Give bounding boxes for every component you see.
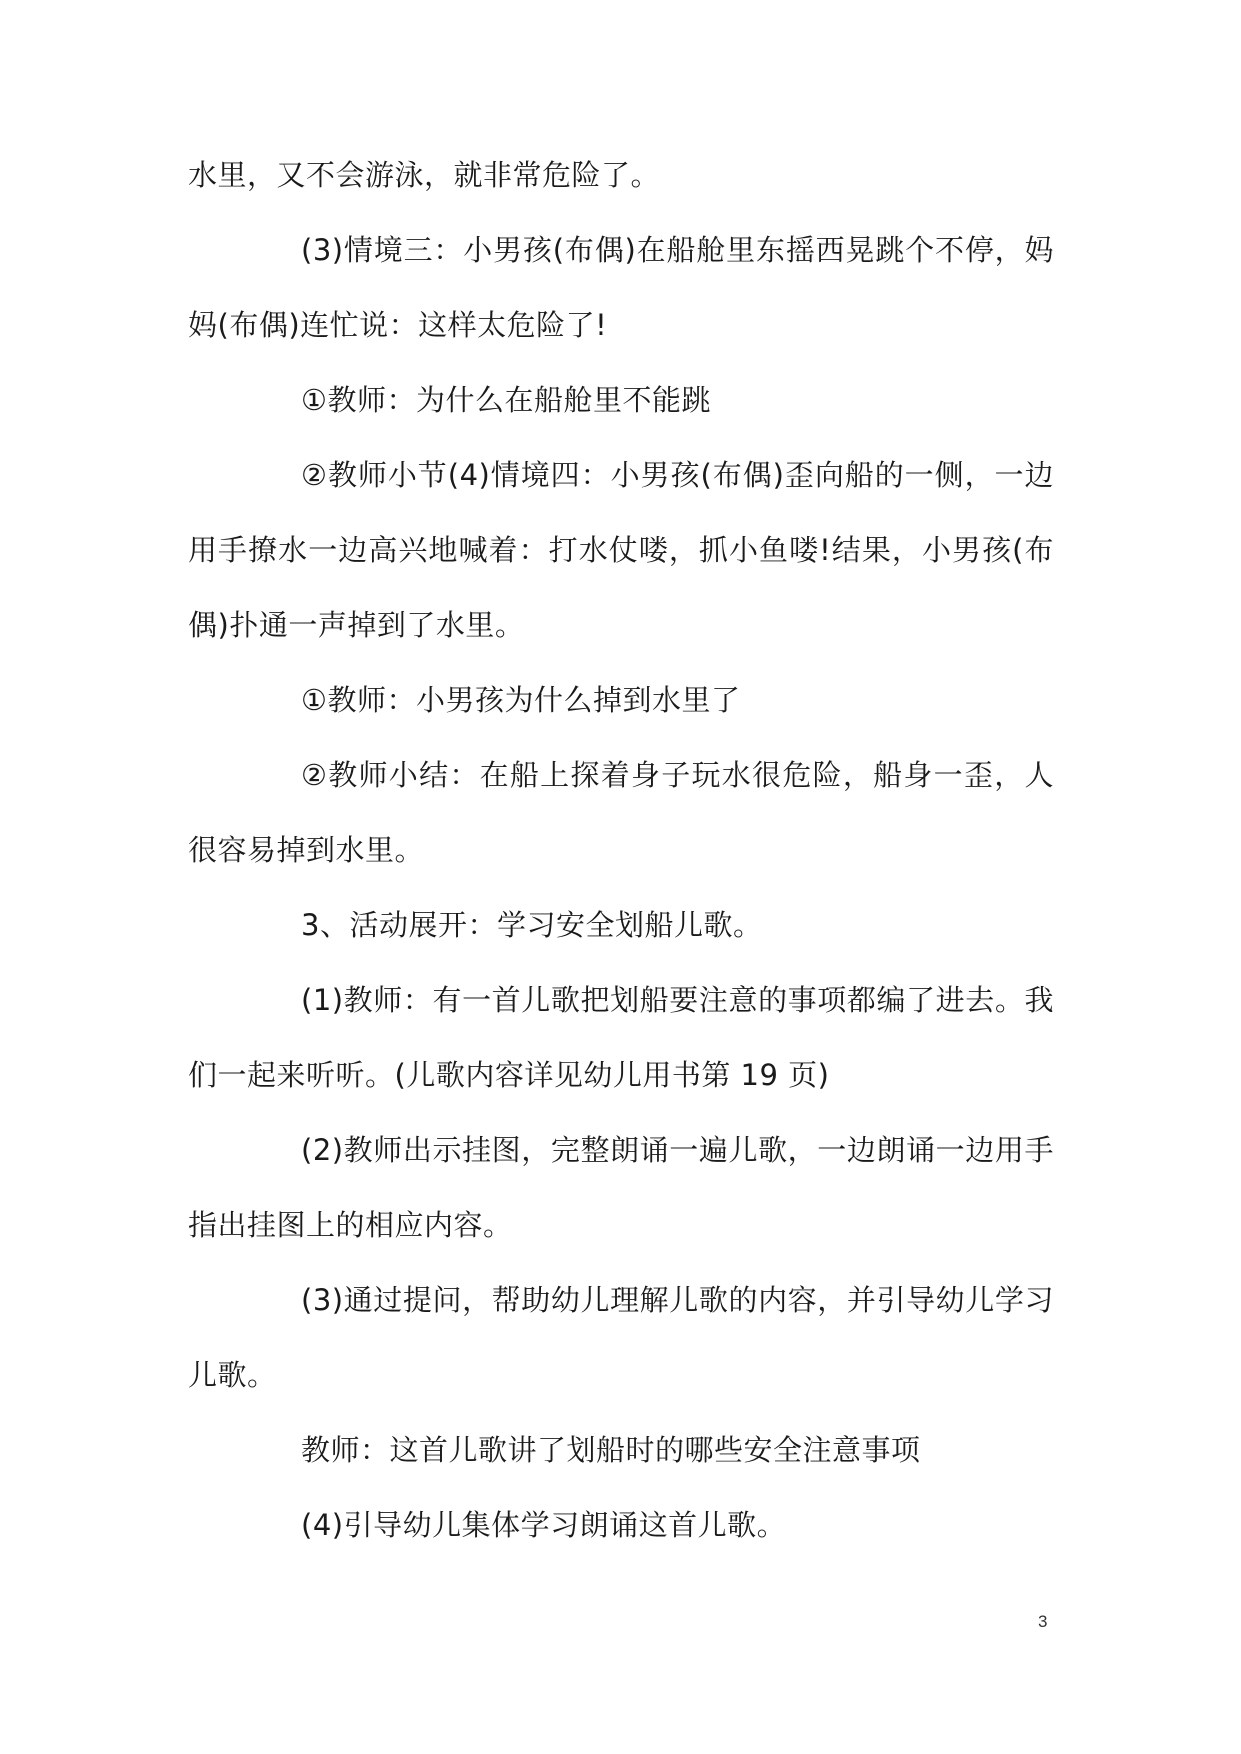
paragraph-3: ①教师：为什么在船舱里不能跳 (301, 383, 711, 417)
paragraph-2: (3)情境三：小男孩(布偶)在船舱里东摇西晃跳个不停，妈妈(布偶)连忙说：这样太危险了! (188, 233, 1054, 342)
paragraph-1: 水里，又不会游泳，就非常危险了。 (188, 158, 661, 192)
paragraph-6: ②教师小结：在船上探着身子玩水很危险，船身一歪，人很容易掉到水里。 (188, 758, 1054, 867)
paragraph-5: ①教师：小男孩为什么掉到水里了 (301, 683, 741, 717)
paragraph-7: 3、活动展开：学习安全划船儿歌。 (301, 908, 763, 942)
paragraph-12: (4)引导幼儿集体学习朗诵这首儿歌。 (301, 1508, 787, 1542)
document-body (188, 138, 1054, 1563)
paragraph-10: (3)通过提问，帮助幼儿理解儿歌的内容，并引导幼儿学习儿歌。 (188, 1283, 1054, 1392)
page-number: 3 (1038, 1612, 1048, 1631)
paragraph-9: (2)教师出示挂图，完整朗诵一遍儿歌，一边朗诵一边用手指出挂图上的相应内容。 (188, 1133, 1054, 1242)
paragraph-8: (1)教师：有一首儿歌把划船要注意的事项都编了进去。我们一起来听听。(儿歌内容详见幼儿用书第 19 页) (188, 983, 1054, 1092)
paragraph-4: ②教师小节(4)情境四：小男孩(布偶)歪向船的一侧，一边用手撩水一边高兴地喊着：打水仗喽，抓小鱼喽!结果，小男孩(布偶)扑通一声掉到了水里。 (188, 458, 1054, 642)
paragraph-11: 教师：这首儿歌讲了划船时的哪些安全注意事项 (301, 1433, 921, 1467)
